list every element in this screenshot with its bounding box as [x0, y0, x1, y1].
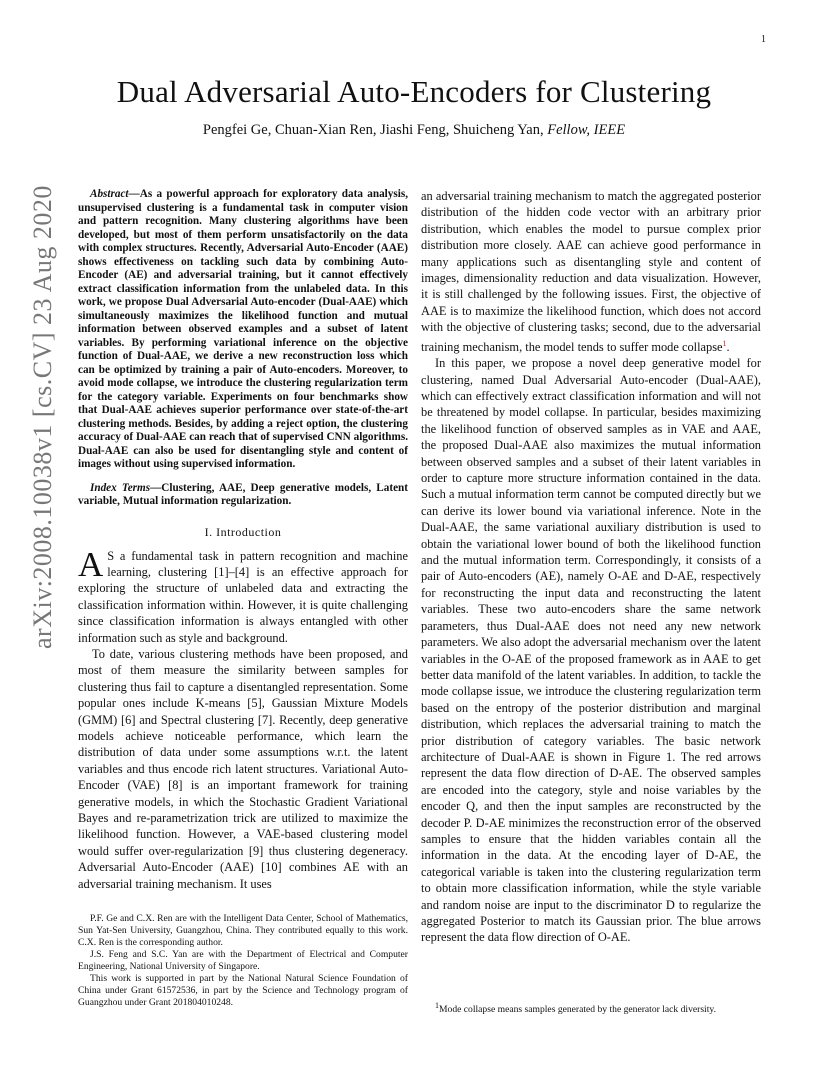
section-heading: I. Introduction	[204, 524, 282, 539]
footnote-right-mark: 1	[435, 1001, 439, 1010]
right-column	[421, 188, 761, 946]
footnote-affiliation-2: J.S. Feng and S.C. Yan are with the Department of Electrical and Computer Engineering, National University of Singapore.	[78, 949, 408, 972]
footnote-funding: This work is supported in part by the National Natural Science Foundation of China under Grant 61572536, in part by the Science and Technology program of Guangzhou under Grant 201804010248.	[78, 973, 408, 1008]
authors-names: Pengfei Ge, Chuan-Xian Ren, Jiashi Feng, Shuicheng Yan,	[202, 122, 544, 138]
index-terms-label: Index Terms	[90, 481, 151, 494]
right-paragraph-2: In this paper, we propose a novel deep generative model for clustering, named Dual Adversarial Auto-encoder (Dual-AAE), which can effectively extract classification information and will not be threatened by model collapse. In particular, besides maximizing the likelihood function of observed samples as in VAE and AAE, the proposed Dual-AAE also maximizes the mutual information between observed samples and a subset of their latent variables in order to capture more structure information contained in the data. Such a mutual information term cannot be computed directly but we can derive its lower bound via variational inference. Note in the Dual-AAE, the same variational auxiliary distribution is used to obtain the variational lower bound of both the likelihood function and the mutual information term. Correspondingly, it consists of a pair of Auto-encoders (AE), namely O-AE and D-AE, respectively for reconstructing the input data and reconstructing the latent variables. These two auto-encoders share the same network parameters, thus Dual-AAE does not need any new network parameters. We also adopt the adversarial mechanism over the latent variables in the O-AE of the proposed framework as in AAE to get better data manifold of the latent variables. In addition, to tackle the mode collapse issue, we introduce the clustering regularization term based on the entropy of the posterior distribution and marginal distribution, which replaces the adversarial training to match the prior distribution of category variables. The basic network architecture of Dual-AAE is shown in Figure 1. The red arrows represent the data flow direction of D-AE. The observed samples are encoded into the category, style and noise variables by the encoder Q, and then the input samples are reconstructed by the decoder P. D-AE minimizes the reconstruction error of the observed samples to ensure that the hidden variables contain all the information in the data. At the encoding layer of D-AE, the categorical variable is taken into the clustering regularization term to obtain more classification information, while the style variable and random noise are input to the discriminator D to regularize the aggregated Posterior to match its Gaussian prior. The blue arrows represent the data flow direction of O-AE.	[421, 356, 761, 945]
right-paragraph-1-text: an adversarial training mechanism to match the aggregated posterior distribution of the hidden code vector with an arbitrary prior distribution, which enables the model to pursue complex prior distribution more closely. AAE can achieve good performance in many applications such as disentangling style and content of images, dimensionality reduction and data visualization. However, it is still challenged by the following issues. First, the objective of AAE is to maximize the likelihood function, which does not accord with the objective of clustering tasks; second, due to the adversarial training mechanism, the model tends to suffer mode collapse	[421, 189, 761, 354]
page-number: 1	[761, 34, 766, 45]
index-terms	[78, 482, 408, 509]
right-paragraph-1: an adversarial training mechanism to match the aggregated posterior distribution of the hidden code vector with an arbitrary prior distribution, which enables the model to pursue complex prior distribution more closely. AAE can achieve good performance in many applications such as disentangling style and content of images, dimensionality reduction and data visualization. However, it is still challenged by the following issues. First, the objective of AAE is to maximize the likelihood function, which does not accord with the objective of clustering tasks; second, due to the adversarial training mechanism, the model tends to suffer mode collapse$^1$.	[421, 189, 761, 354]
footnotes-left	[78, 913, 408, 1009]
arxiv-identifier: arXiv:2008.10038v1 [cs.CV] 23 Aug 2020	[28, 185, 57, 649]
footnote-right	[421, 1000, 761, 1016]
abstract-label: Abstract	[90, 188, 129, 200]
author-list	[0, 122, 828, 139]
abstract	[78, 188, 408, 472]
index-terms-text: —Clustering, AAE, Deep generative models, Latent variable, Mutual information regularization.	[78, 481, 408, 507]
authors-fellow: Fellow, IEEE	[547, 122, 626, 138]
footnote-marker[interactable]: 1	[722, 338, 727, 348]
intro-paragraph-1-text: S a fundamental task in pattern recognition and machine learning, clustering [1]–[4] is an effective approach for exploring the structure of unlabeled data and extracting the classification information within. However, it is quite challenging since classification information is always entangled with other information such as style and background.	[78, 548, 408, 645]
footnote-affiliation-1: P.F. Ge and C.X. Ren are with the Intelligent Data Center, School of Mathematics, Sun Yat-Sen University, Guangzhou, China. They contributed equally to this work. C.X. Ren is the corresponding author.	[78, 913, 408, 948]
footnote-right-text: Mode collapse means samples generated by the generator lack diversity.	[439, 1004, 716, 1016]
intro-paragraph-1	[78, 544, 408, 646]
drop-cap: A	[78, 544, 104, 584]
intro-paragraph-2: To date, various clustering methods have been proposed, and most of them measure the similarity between samples for clustering thus fail to capture a disentangled representation. Some popular ones include K-means [5], Gaussian Mixture Models (GMM) [6] and Spectral clustering [7]. Recently, deep generative models achieve noticeable performance, which learn the distribution of data under some assumptions w.r.t. the latent variables and thus encode rich latent structures. Variational Auto-Encoder (VAE) [8] is an important framework for training generative models, in which the Stochastic Gradient Variational Bayes and re-parametrization trick are utilized to maximize the likelihood function. However, a VAE-based clustering model would suffer over-regularization [9] thus clustering degeneracy. Adversarial Auto-Encoder (AAE) [10] combines AE with an adversarial training mechanism. It uses	[78, 646, 408, 891]
paper-title: Dual Adversarial Auto-Encoders for Clustering	[116, 74, 712, 109]
left-column	[78, 188, 408, 892]
abstract-text: —As a powerful approach for exploratory data analysis, unsupervised clustering is a fundamental task in computer vision and pattern recognition. Many clustering algorithms have been developed, but most of them perform unsatisfactorily on the data with complex structures. Recently, Adversarial Auto-Encoder (AAE) shows effectiveness on tackling such data by combining Auto-Encoder (AE) and adversarial training, but it cannot effectively extract classification information from the unlabeled data. In this work, we propose Dual Adversarial Auto-encoder (Dual-AAE) which simultaneously maximizes the likelihood function and mutual information between observed examples and a subset of latent variables. By performing variational inference on the objective function of Dual-AAE, we derive a new reconstruction loss which can be optimized by training a pair of Auto-encoders. Moreover, to avoid mode collapse, we introduce the clustering regularization term for the category variable. Experiments on four benchmarks show that Dual-AAE achieves superior performance over state-of-the-art clustering methods. Besides, by adding a reject option, the clustering accuracy of Dual-AAE can reach that of supervised CNN algorithms. Dual-AAE can also be used for disentangling style and content of images without using supervised information.	[78, 188, 408, 470]
